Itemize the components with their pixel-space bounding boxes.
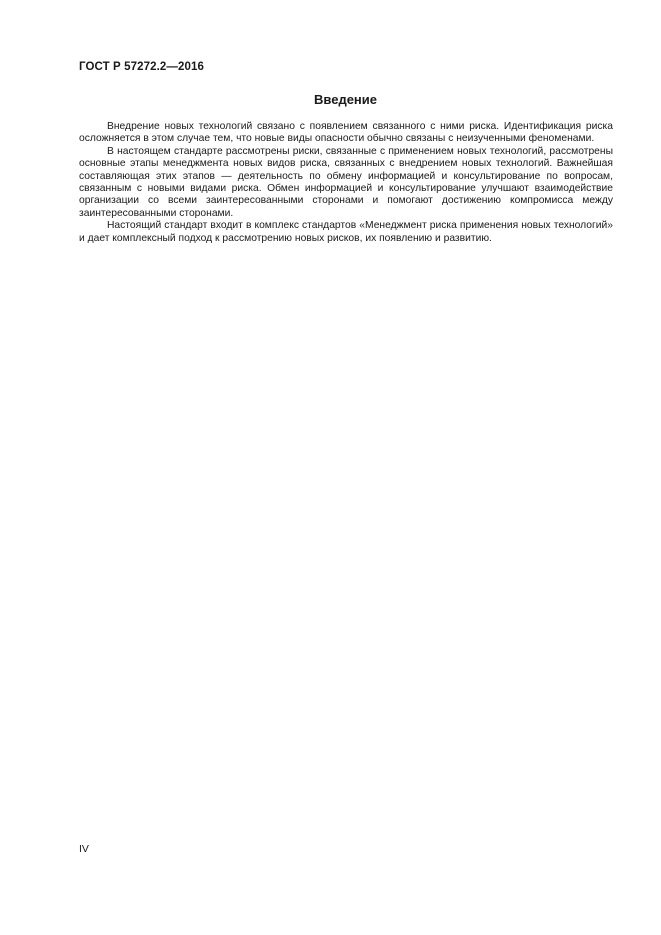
page-number: IV: [79, 843, 89, 855]
paragraph-2: В настоящем стандарте рассмотрены риски, связанные с применением новых технологий, рассмотрены основные этапы менеджмента новых видов риска, связанных с внедрением новых технологий. Важнейшая составляющая этих этапов — деятельность по обмену информацией и консультирование по вопросам, связанным с новыми видами риска. Обмен информацией и консультирование улучшают взаимодействие организации со всеми заинтересованными сторонами и помогают достижению компромисса между заинтересованными сторонами.: [79, 145, 613, 219]
paragraph-3: Настоящий стандарт входит в комплекс стандартов «Менеджмент риска применения новых технологий» и дает комплексный подход к рассмотрению новых рисков, их появлению и развитию.: [79, 220, 613, 244]
paragraph-1: Внедрение новых технологий связано с появлением связанного с ними риска. Идентификация риска осложняется в этом случае тем, что новые виды опасности обычно связаны с неизученными феноменами.: [79, 121, 613, 145]
section-title: Введение: [314, 92, 377, 107]
document-header: ГОСТ Р 57272.2—2016: [79, 61, 204, 73]
document-body: [79, 121, 613, 245]
